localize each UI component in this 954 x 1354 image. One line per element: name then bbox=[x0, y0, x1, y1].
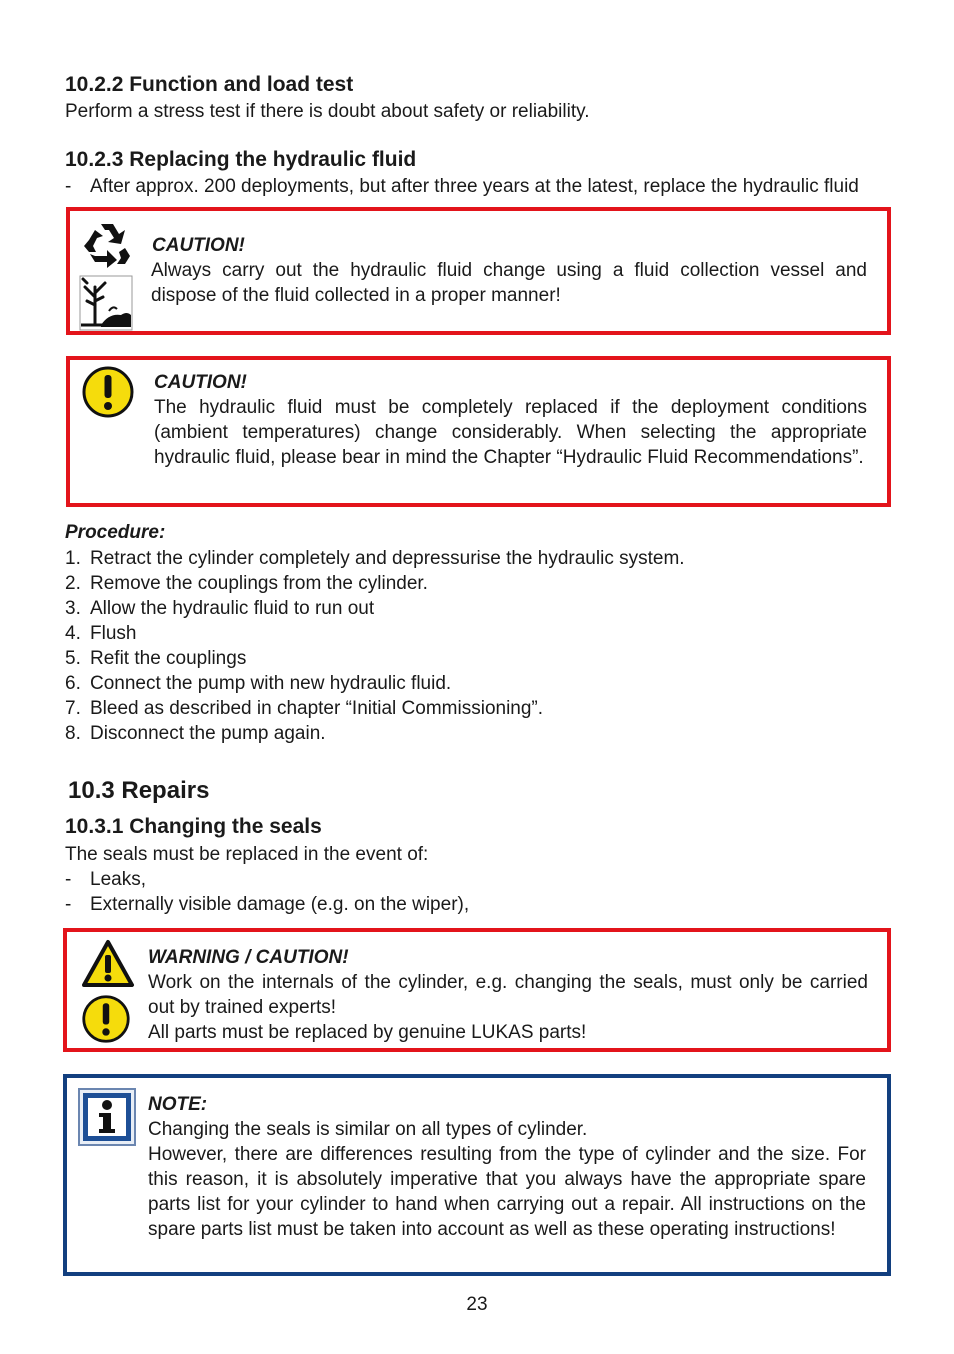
heading-10-3: 10.3 Repairs bbox=[68, 777, 210, 804]
procedure-heading: Procedure: bbox=[65, 522, 166, 543]
list-item: - Leaks, bbox=[65, 869, 146, 890]
list-item: - Externally visible damage (e.g. on the wiper), bbox=[65, 894, 470, 915]
info-icon bbox=[77, 1087, 137, 1147]
note-title: NOTE: bbox=[148, 1094, 208, 1115]
list-item: 2. Remove the couplings from the cylinder. bbox=[65, 573, 428, 594]
page-number: 23 bbox=[466, 1294, 488, 1315]
warning-box-experts bbox=[63, 928, 891, 1052]
exclamation-circle-icon bbox=[81, 365, 135, 419]
exclamation-circle-icon bbox=[81, 994, 131, 1044]
note-box bbox=[63, 1074, 891, 1276]
list-item: 6. Connect the pump with new hydraulic fluid. bbox=[65, 673, 452, 694]
caution-title: CAUTION! bbox=[152, 235, 245, 256]
list-item: 4. Flush bbox=[65, 623, 137, 644]
heading-10-2-2: 10.2.2 Function and load test bbox=[65, 73, 354, 96]
warning-triangle-icon bbox=[81, 939, 135, 989]
note-text-differences: However, there are differences resulting from the type of cylinder and the size. For this reason, it is absolutely imperative that you always have the appropriate spare parts list for your cylinder to hand when carrying out a repair. All instructions on the spare parts list must be taken into account as well as these operating instructions! bbox=[148, 1144, 866, 1240]
recycling-icon bbox=[81, 220, 133, 268]
list-item: 7. Bleed as described in chapter “Initial Commissioning”. bbox=[65, 698, 544, 719]
list-item: 3. Allow the hydraulic fluid to run out bbox=[65, 598, 375, 619]
caution-box-fluid-disposal bbox=[66, 207, 891, 335]
replace-fluid-bullet bbox=[65, 174, 859, 199]
caution-box-fluid-replacement bbox=[66, 356, 891, 507]
bullet-dash: - bbox=[65, 176, 72, 197]
warning-text-genuine-parts: All parts must be replaced by genuine LUKAS parts! bbox=[148, 1022, 587, 1043]
caution-text: The hydraulic fluid must be completely replaced if the deployment conditions (ambient temperatures) change considerably. When selecting the appropriate hydraulic fluid, please bear in mind the Chapter “Hydraulic Fluid Recommendations”. bbox=[154, 397, 867, 468]
environment-hazard-icon bbox=[79, 275, 133, 331]
list-item: 1. Retract the cylinder completely and depressurise the hydraulic system. bbox=[65, 548, 685, 569]
caution-title: CAUTION! bbox=[154, 372, 247, 393]
list-item: 5. Refit the couplings bbox=[65, 648, 247, 669]
warning-title: WARNING / CAUTION! bbox=[148, 947, 349, 968]
heading-10-2-3: 10.2.3 Replacing the hydraulic fluid bbox=[65, 148, 417, 171]
heading-10-3-1: 10.3.1 Changing the seals bbox=[65, 815, 322, 838]
seals-intro-text: The seals must be replaced in the event of: bbox=[65, 844, 429, 865]
warning-text-experts: Work on the internals of the cylinder, e.g. changing the seals, must only be carried out by trained experts! bbox=[148, 972, 868, 1018]
function-test-text: Perform a stress test if there is doubt about safety or reliability. bbox=[65, 101, 590, 122]
replace-fluid-text: After approx. 200 deployments, but after three years at the latest, replace the hydraulic fluid bbox=[90, 176, 859, 197]
list-item: 8. Disconnect the pump again. bbox=[65, 723, 326, 744]
note-text-similar: Changing the seals is similar on all types of cylinder. bbox=[148, 1119, 588, 1140]
caution-text: Always carry out the hydraulic fluid change using a fluid collection vessel and dispose of the fluid collected in a proper manner! bbox=[151, 260, 867, 306]
